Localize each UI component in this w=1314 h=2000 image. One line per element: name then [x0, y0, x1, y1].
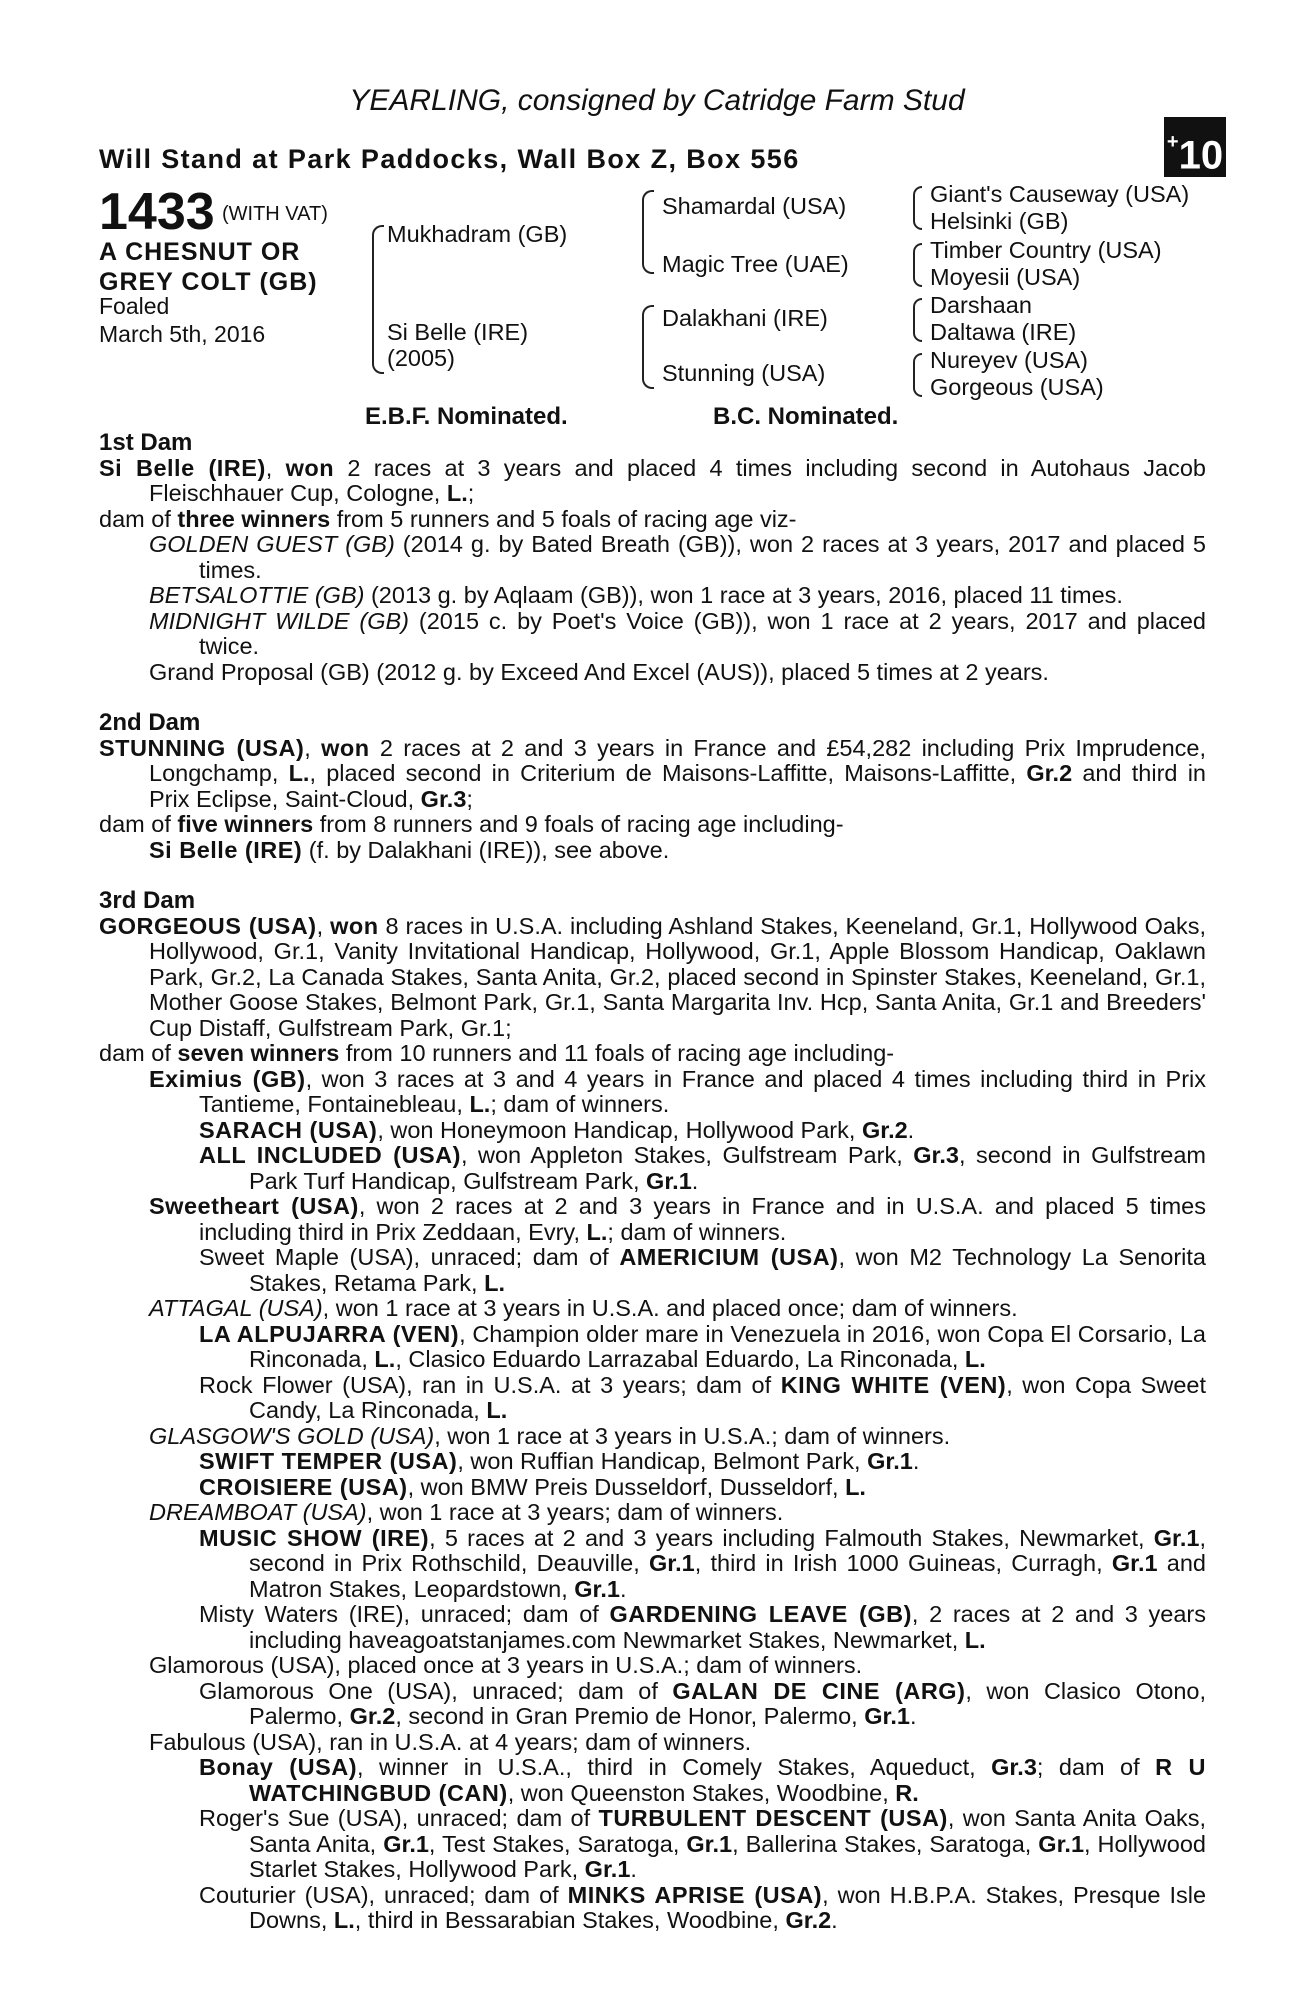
produce-grand-proposal: Grand Proposal (GB) (2012 g. by Exceed And Excel (AUS)), placed 5 times at 2 years. — [149, 658, 1049, 685]
second-dam-tail: ; — [466, 785, 473, 812]
produce-text: (2014 g. by Bated Breath (GB)), won 2 races at 3 years, 2017 and placed 5 times. — [199, 531, 1206, 583]
produce-midnight-wilde — [99, 609, 1206, 660]
produce-betsalottie — [99, 583, 1206, 609]
badge-mark: + — [1166, 131, 1179, 153]
second-dam-gr2: Gr.2 — [1026, 760, 1073, 786]
second-dam-won: won — [321, 734, 370, 761]
ped-g6: Daltawa (IRE) — [930, 319, 1077, 345]
ped-g1: Giant's Causeway (USA) — [930, 181, 1190, 207]
ped-dam: Si Belle (IRE) — [387, 319, 529, 345]
second-dam-produce-name: Si Belle (IRE) — [149, 836, 303, 863]
second-dam-produce — [99, 838, 1206, 864]
produce-name: GOLDEN GUEST (GB) — [149, 531, 395, 557]
family-la-alpujarra: LA ALPUJARRA (VEN), Champion older mare in Venezuela in 2016, won Copa El Corsario, La Rinconada, L., Clasico Eduardo Larrazabal Eduardo, La Rinconada, L. — [199, 1320, 1206, 1372]
second-dam-text1: 2 races at 2 and 3 years in France and £54,282 including Prix Imprudence, Longchamp, — [149, 734, 1207, 786]
second-dam-produce-summary — [99, 812, 1206, 838]
family-misty-waters: Misty Waters (IRE), unraced; dam of GARDENING LEAVE (GB), 2 races at 2 and 3 years including haveagoatstanjames.com Newmarket Stakes, Newmarket, L. — [199, 1601, 1206, 1653]
second-dam-of-tail: from 8 runners and 9 foals of racing age including- — [313, 811, 844, 837]
produce-text: (2013 g. by Aqlaam (GB)), won 1 race at 3 years, 2016, placed 11 times. — [364, 582, 1123, 608]
consignment-header: YEARLING, consigned by Catridge Farm Stud — [349, 84, 965, 117]
first-dam-of: dam of — [99, 505, 178, 532]
bc-nomination: B.C. Nominated. — [713, 403, 899, 430]
brace-g34 — [913, 243, 922, 287]
produce-name: MIDNIGHT WILDE (GB) — [149, 607, 410, 634]
third-dam-produce-summary — [99, 1041, 1206, 1067]
family-music-show: MUSIC SHOW (IRE), 5 races at 2 and 3 years including Falmouth Stakes, Newmarket, Gr.1, second in Prix Rothschild, Deauville, Gr.1, third in Irish 1000 Guineas, Curragh, Gr.1 and Matron Stakes, Leopardstown, Gr.1. — [199, 1524, 1206, 1602]
first-dam-winners: three winners — [177, 505, 331, 532]
third-dam-winners: seven winners — [177, 1040, 340, 1066]
second-dam-heading: 2nd Dam — [99, 709, 201, 736]
brace-sire-line — [642, 190, 654, 274]
first-dam-produce-summary — [99, 507, 1206, 533]
produce-name: BETSALOTTIE (GB) — [149, 582, 365, 608]
lot-number: 1433 — [99, 183, 215, 241]
family-sweet-maple: Sweet Maple (USA), unraced; dam of AMERICIUM (USA), won M2 Technology La Senorita Stakes, Retama Park, L. — [199, 1244, 1206, 1296]
family-fabulous: Fabulous (USA), ran in U.S.A. at 4 years; dam of winners. — [149, 1728, 752, 1755]
ped-dam-dam: Stunning (USA) — [662, 360, 826, 386]
ped-g5: Darshaan — [930, 292, 1032, 318]
first-dam-record: Si Belle (IRE), won 2 races at 3 years and placed 4 times including second in Autohaus Jacob Fleischhauer Cup, Cologne, L.; — [99, 454, 1207, 506]
first-dam-won: won — [285, 454, 335, 481]
family-attagal: ATTAGAL (USA), won 1 race at 3 years in U.S.A. and placed once; dam of winners. — [149, 1295, 1018, 1321]
lot-vat: (WITH VAT) — [222, 203, 328, 225]
family-couturier: Couturier (USA), unraced; dam of MINKS APRISE (USA), won H.B.P.A. Stakes, Presque Isle Downs, L., third in Bessarabian Stakes, Woodbine, Gr.2. — [199, 1881, 1207, 1933]
family-rock-flower: Rock Flower (USA), ran in U.S.A. at 3 years; dam of KING WHITE (VEN), won Copa Sweet Candy, La Rinconada, L. — [199, 1371, 1206, 1423]
third-dam-of-tail: from 10 runners and 11 foals of racing age including- — [339, 1040, 895, 1066]
brace-dam-line — [642, 305, 654, 389]
family-eximius: Eximius (GB), won 3 races at 3 and 4 years in France and placed 4 times including third in Prix Tantieme, Fontainebleau, L.; dam of winners. — [149, 1065, 1206, 1117]
family-swift-temper: SWIFT TEMPER (USA), won Ruffian Handicap, Belmont Park, Gr.1. — [199, 1448, 920, 1474]
family-rogers-sue: Roger's Sue (USA), unraced; dam of TURBULENT DESCENT (USA), won Santa Anita Oaks, Santa Anita, Gr.1, Test Stakes, Saratoga, Gr.1, Ballerina Stakes, Saratoga, Gr.1, Hollywood Starlet Stakes, Hollywood Park, Gr.1. — [199, 1805, 1206, 1882]
family-sweetheart: Sweetheart (USA), won 2 races at 2 and 3 years in France and in U.S.A. and placed 5 times including third in Prix Zeddaan, Evry, L.; dam of winners. — [149, 1193, 1206, 1245]
second-dam-name: STUNNING (USA) — [99, 734, 305, 761]
foaled-date: March 5th, 2016 — [99, 321, 266, 347]
family-dreamboat: DREAMBOAT (USA), won 1 race at 3 years; dam of winners. — [149, 1499, 784, 1525]
third-dam-record: GORGEOUS (USA), won 8 races in U.S.A. including Ashland Stakes, Keeneland, Gr.1, Hollywood Oaks, Hollywood, Gr.1, Vanity Invitational Handicap, Hollywood, Gr.1, Apple Blossom Handicap, Oaklawn Park, Gr.2, La Canada Stakes, Santa Anita, Gr.2, placed second in Spinster Stakes, Keeneland, Gr.1, Mother Goose Stakes, Belmont Park, Gr.1, Santa Margarita Inv. Hcp, Santa Anita, Gr.1 and Breeders' Cup Distaff, Gulfstream Park, Gr.1; — [99, 912, 1206, 1041]
third-dam-name: GORGEOUS (USA) — [99, 912, 317, 939]
family-glasgows-gold: GLASGOW'S GOLD (USA), won 1 race at 3 years in U.S.A.; dam of winners. — [149, 1422, 951, 1449]
ped-sire-sire: Shamardal (USA) — [662, 193, 847, 219]
ped-sire: Mukhadram (GB) — [387, 221, 568, 247]
third-dam-of: dam of — [99, 1040, 178, 1066]
ebf-nomination: E.B.F. Nominated. — [365, 403, 568, 430]
ped-g3: Timber Country (USA) — [930, 237, 1162, 263]
third-dam-won: won — [330, 912, 379, 939]
family-glamorous-one: Glamorous One (USA), unraced; dam of GALAN DE CINE (ARG), won Clasico Otono, Palermo, Gr.2, second in Gran Premio de Honor, Palermo, Gr.1. — [199, 1677, 1207, 1729]
ped-sire-dam: Magic Tree (UAE) — [662, 251, 849, 277]
brace-sire-dam — [372, 225, 384, 374]
brace-g12 — [913, 186, 922, 230]
ped-dam-sire: Dalakhani (IRE) — [662, 305, 828, 331]
family-sarach: SARACH (USA), won Honeymoon Handicap, Hollywood Park, Gr.2. — [199, 1116, 915, 1143]
family-bonay: Bonay (USA), winner in U.S.A., third in Comely Stakes, Aqueduct, Gr.3; dam of R U WATCHINGBUD (CAN), won Queenston Stakes, Woodbine, R. — [199, 1754, 1206, 1806]
lot-description-line1: A CHESNUT OR — [99, 238, 301, 266]
first-dam-of-tail: from 5 runners and 5 foals of racing age viz- — [330, 505, 797, 532]
lot-description-line2: GREY COLT (GB) — [99, 268, 318, 296]
family-croisiere: CROISIERE (USA), won BMW Preis Dusseldorf, Dusseldorf, L. — [199, 1473, 866, 1500]
second-dam-gr3: Gr.3 — [420, 785, 467, 812]
ped-g2: Helsinki (GB) — [930, 208, 1069, 234]
first-dam-text: 2 races at 3 years and placed 4 times including second in Autohaus Jacob Fleischhauer Cup, Cologne, — [149, 454, 1207, 506]
lot-description — [99, 237, 318, 297]
ped-g8: Gorgeous (USA) — [930, 374, 1104, 400]
second-dam-winners: five winners — [177, 811, 314, 837]
second-dam-text2: , placed second in Criterium de Maisons-Laffitte, Maisons-Laffitte, — [309, 760, 1027, 786]
second-dam-of: dam of — [99, 811, 178, 837]
catalogue-body — [99, 430, 1206, 1934]
ped-g7: Nureyev (USA) — [930, 347, 1089, 373]
second-dam-listed: L. — [288, 760, 310, 786]
catalogue-badge — [1164, 117, 1226, 177]
first-dam-tail: ; — [467, 480, 475, 506]
second-dam-record: STUNNING (USA), won 2 races at 2 and 3 years in France and £54,282 including Prix Imprudence, Longchamp, L., placed second in Criterium de Maisons-Laffitte, Maisons-Laffitte, Gr.2 and third in Prix Eclipse, Saint-Cloud, Gr.3; — [99, 734, 1207, 812]
produce-golden-guest — [99, 532, 1206, 583]
badge-number: 10 — [1178, 133, 1224, 178]
stand-location: Will Stand at Park Paddocks, Wall Box Z, Box 556 — [99, 144, 800, 174]
first-dam-heading: 1st Dam — [99, 429, 193, 456]
second-dam-text3: and third in Prix Eclipse, Saint-Cloud, — [149, 760, 1206, 812]
first-dam-listed: L. — [446, 480, 468, 506]
ped-g4: Moyesii (USA) — [930, 264, 1081, 290]
third-dam-heading: 3rd Dam — [99, 887, 196, 914]
family-glamorous: Glamorous (USA), placed once at 3 years in U.S.A.; dam of winners. — [149, 1652, 863, 1678]
foaled-label: Foaled — [99, 293, 170, 319]
ped-dam-year: (2005) — [387, 345, 455, 371]
foaled-info — [99, 292, 265, 348]
produce-text: (2015 c. by Poet's Voice (GB)), won 1 race at 2 years, 2017 and placed twice. — [199, 607, 1206, 659]
brace-g56 — [913, 298, 922, 342]
brace-g78 — [913, 353, 922, 397]
first-dam-name: Si Belle (IRE) — [99, 454, 266, 481]
family-all-included: ALL INCLUDED (USA), won Appleton Stakes, Gulfstream Park, Gr.3, second in Gulfstream Park Turf Handicap, Gulfstream Park, Gr.1. — [199, 1142, 1206, 1194]
second-dam-produce-text: (f. by Dalakhani (IRE)), see above. — [302, 836, 670, 863]
third-dam-text: 8 races in U.S.A. including Ashland Stakes, Keeneland, Gr.1, Hollywood Oaks, Hollywood, Gr.1, Vanity Invitational Handicap, Hollywood, Gr.1, Apple Blossom Handicap, Oaklawn Park, Gr.2, La Canada Stakes, Santa Anita, Gr.2, placed second in Spinster Stakes, Keeneland, Gr.1, Mother Goose Stakes, Belmont Park, Gr.1, Santa Margarita Inv. Hcp, Santa Anita, Gr.1 and Breeders' Cup Distaff, Gulfstream Park, Gr.1; — [149, 912, 1206, 1041]
